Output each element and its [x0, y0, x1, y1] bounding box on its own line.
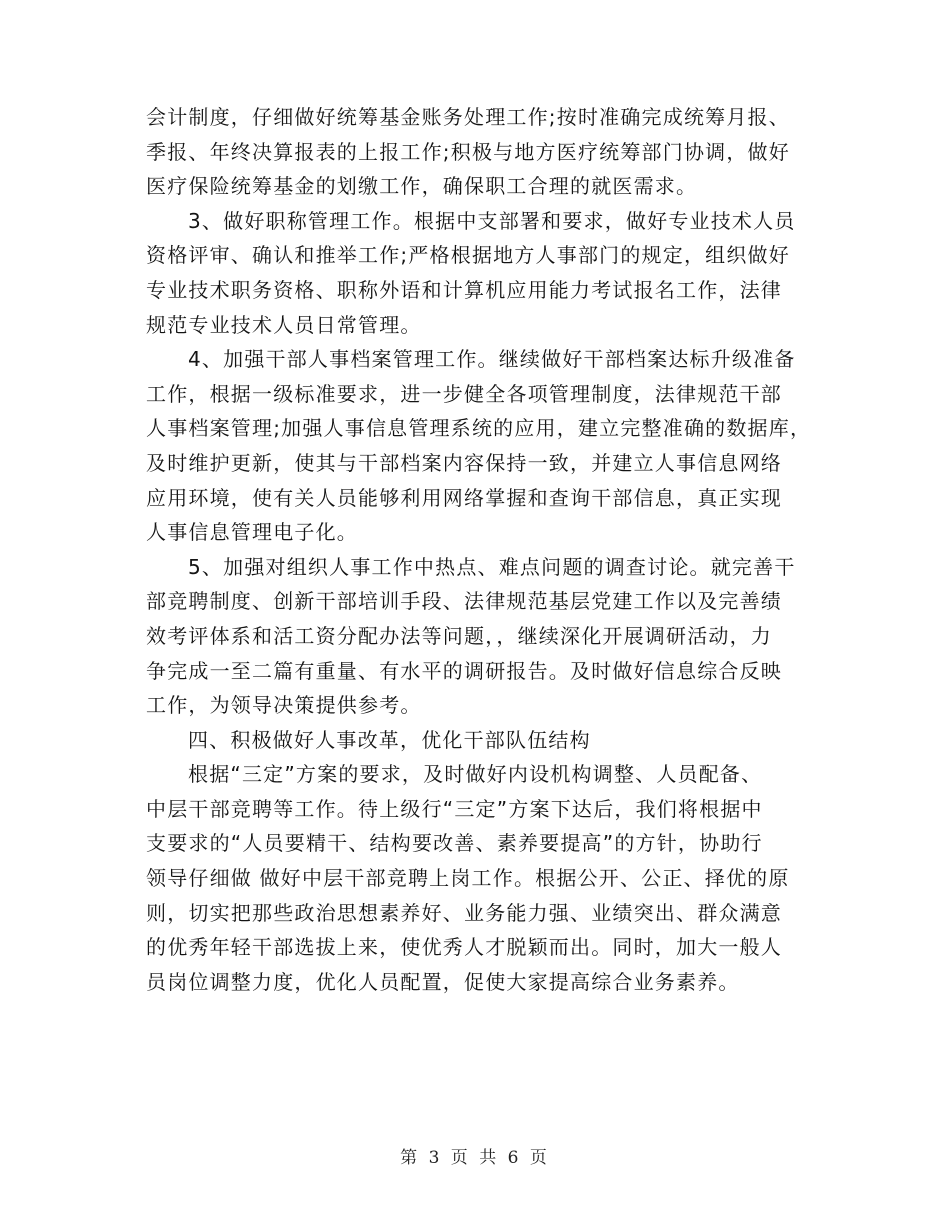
- text-line: 领导仔细做 做好中层干部竞聘上岗工作。根据公开、公正、择优的原: [146, 866, 790, 891]
- text-line: 工作，根据一级标准要求，进一步健全各项管理制度，法律规范干部: [146, 381, 782, 406]
- text-line: 规范专业技术人员日常管理。: [146, 312, 422, 337]
- text-line: 则，切实把那些政治思想素养好、业务能力强、业绩突出、群众满意: [146, 900, 782, 925]
- text-line: 支要求的“人员要精干、结构要改善、素养要提高”的方针，协助行: [146, 831, 763, 856]
- text-line: 的优秀年轻干部选拔上来，使优秀人才脱颖而出。同时，加大一般人: [146, 935, 782, 960]
- text-line: 人事档案管理;加强人事信息管理系统的应用，建立完整准确的数据库，: [146, 416, 812, 441]
- text-line: 专业技术职务资格、职称外语和计算机应用能力考试报名工作，法律: [146, 277, 782, 302]
- text-line: 应用环境，使有关人员能够利用网络掌握和查询干部信息，真正实现: [146, 485, 782, 510]
- document-body: [146, 100, 826, 999]
- text-line: 工作，为领导决策提供参考。: [146, 693, 422, 718]
- text-line: 中层干部竞聘等工作。待上级行“三定”方案下达后，我们将根据中: [146, 796, 763, 821]
- text-line: 员岗位调整力度，优化人员配置，促使大家提高综合业务素养。: [146, 969, 740, 994]
- section-heading: 四、积极做好人事改革，优化干部队伍结构: [188, 727, 591, 752]
- text-line: 医疗保险统筹基金的划缴工作，确保职工合理的就医需求。: [146, 174, 698, 199]
- page-number-footer: 第 3 页 共 6 页: [400, 1148, 550, 1168]
- text-line: 人事信息管理电子化。: [146, 520, 358, 545]
- text-line: 会计制度，仔细做好统筹基金账务处理工作;按时准确完成统筹月报、: [146, 105, 790, 129]
- text-line: 季报、年终决算报表的上报工作;积极与地方医疗统筹部门协调，做好: [146, 139, 790, 164]
- paragraph-start-line: 4、加强干部人事档案管理工作。继续做好干部档案达标升级准备: [188, 347, 796, 372]
- text-line: 效考评体系和活工资分配办法等问题，，继续深化开展调研活动，力: [146, 623, 772, 648]
- text-line: 资格评审、确认和推举工作;严格根据地方人事部门的规定，组织做好: [146, 243, 790, 268]
- text-line: 部竞聘制度、创新干部培训手段、法律规范基层党建工作以及完善绩: [146, 589, 782, 614]
- text-line: 争完成一至二篇有重量、有水平的调研报告。及时做好信息综合反映: [146, 658, 782, 683]
- paragraph-start-line: 5、加强对组织人事工作中热点、难点问题的调查讨论。就完善干: [188, 554, 796, 579]
- text-line: 及时维护更新，使其与干部档案内容保持一致，并建立人事信息网络: [146, 450, 782, 475]
- paragraph-start-line: 根据“三定”方案的要求，及时做好内设机构调整、人员配备、: [188, 762, 763, 787]
- paragraph-start-line: 3、做好职称管理工作。根据中支部署和要求，做好专业技术人员: [188, 208, 796, 233]
